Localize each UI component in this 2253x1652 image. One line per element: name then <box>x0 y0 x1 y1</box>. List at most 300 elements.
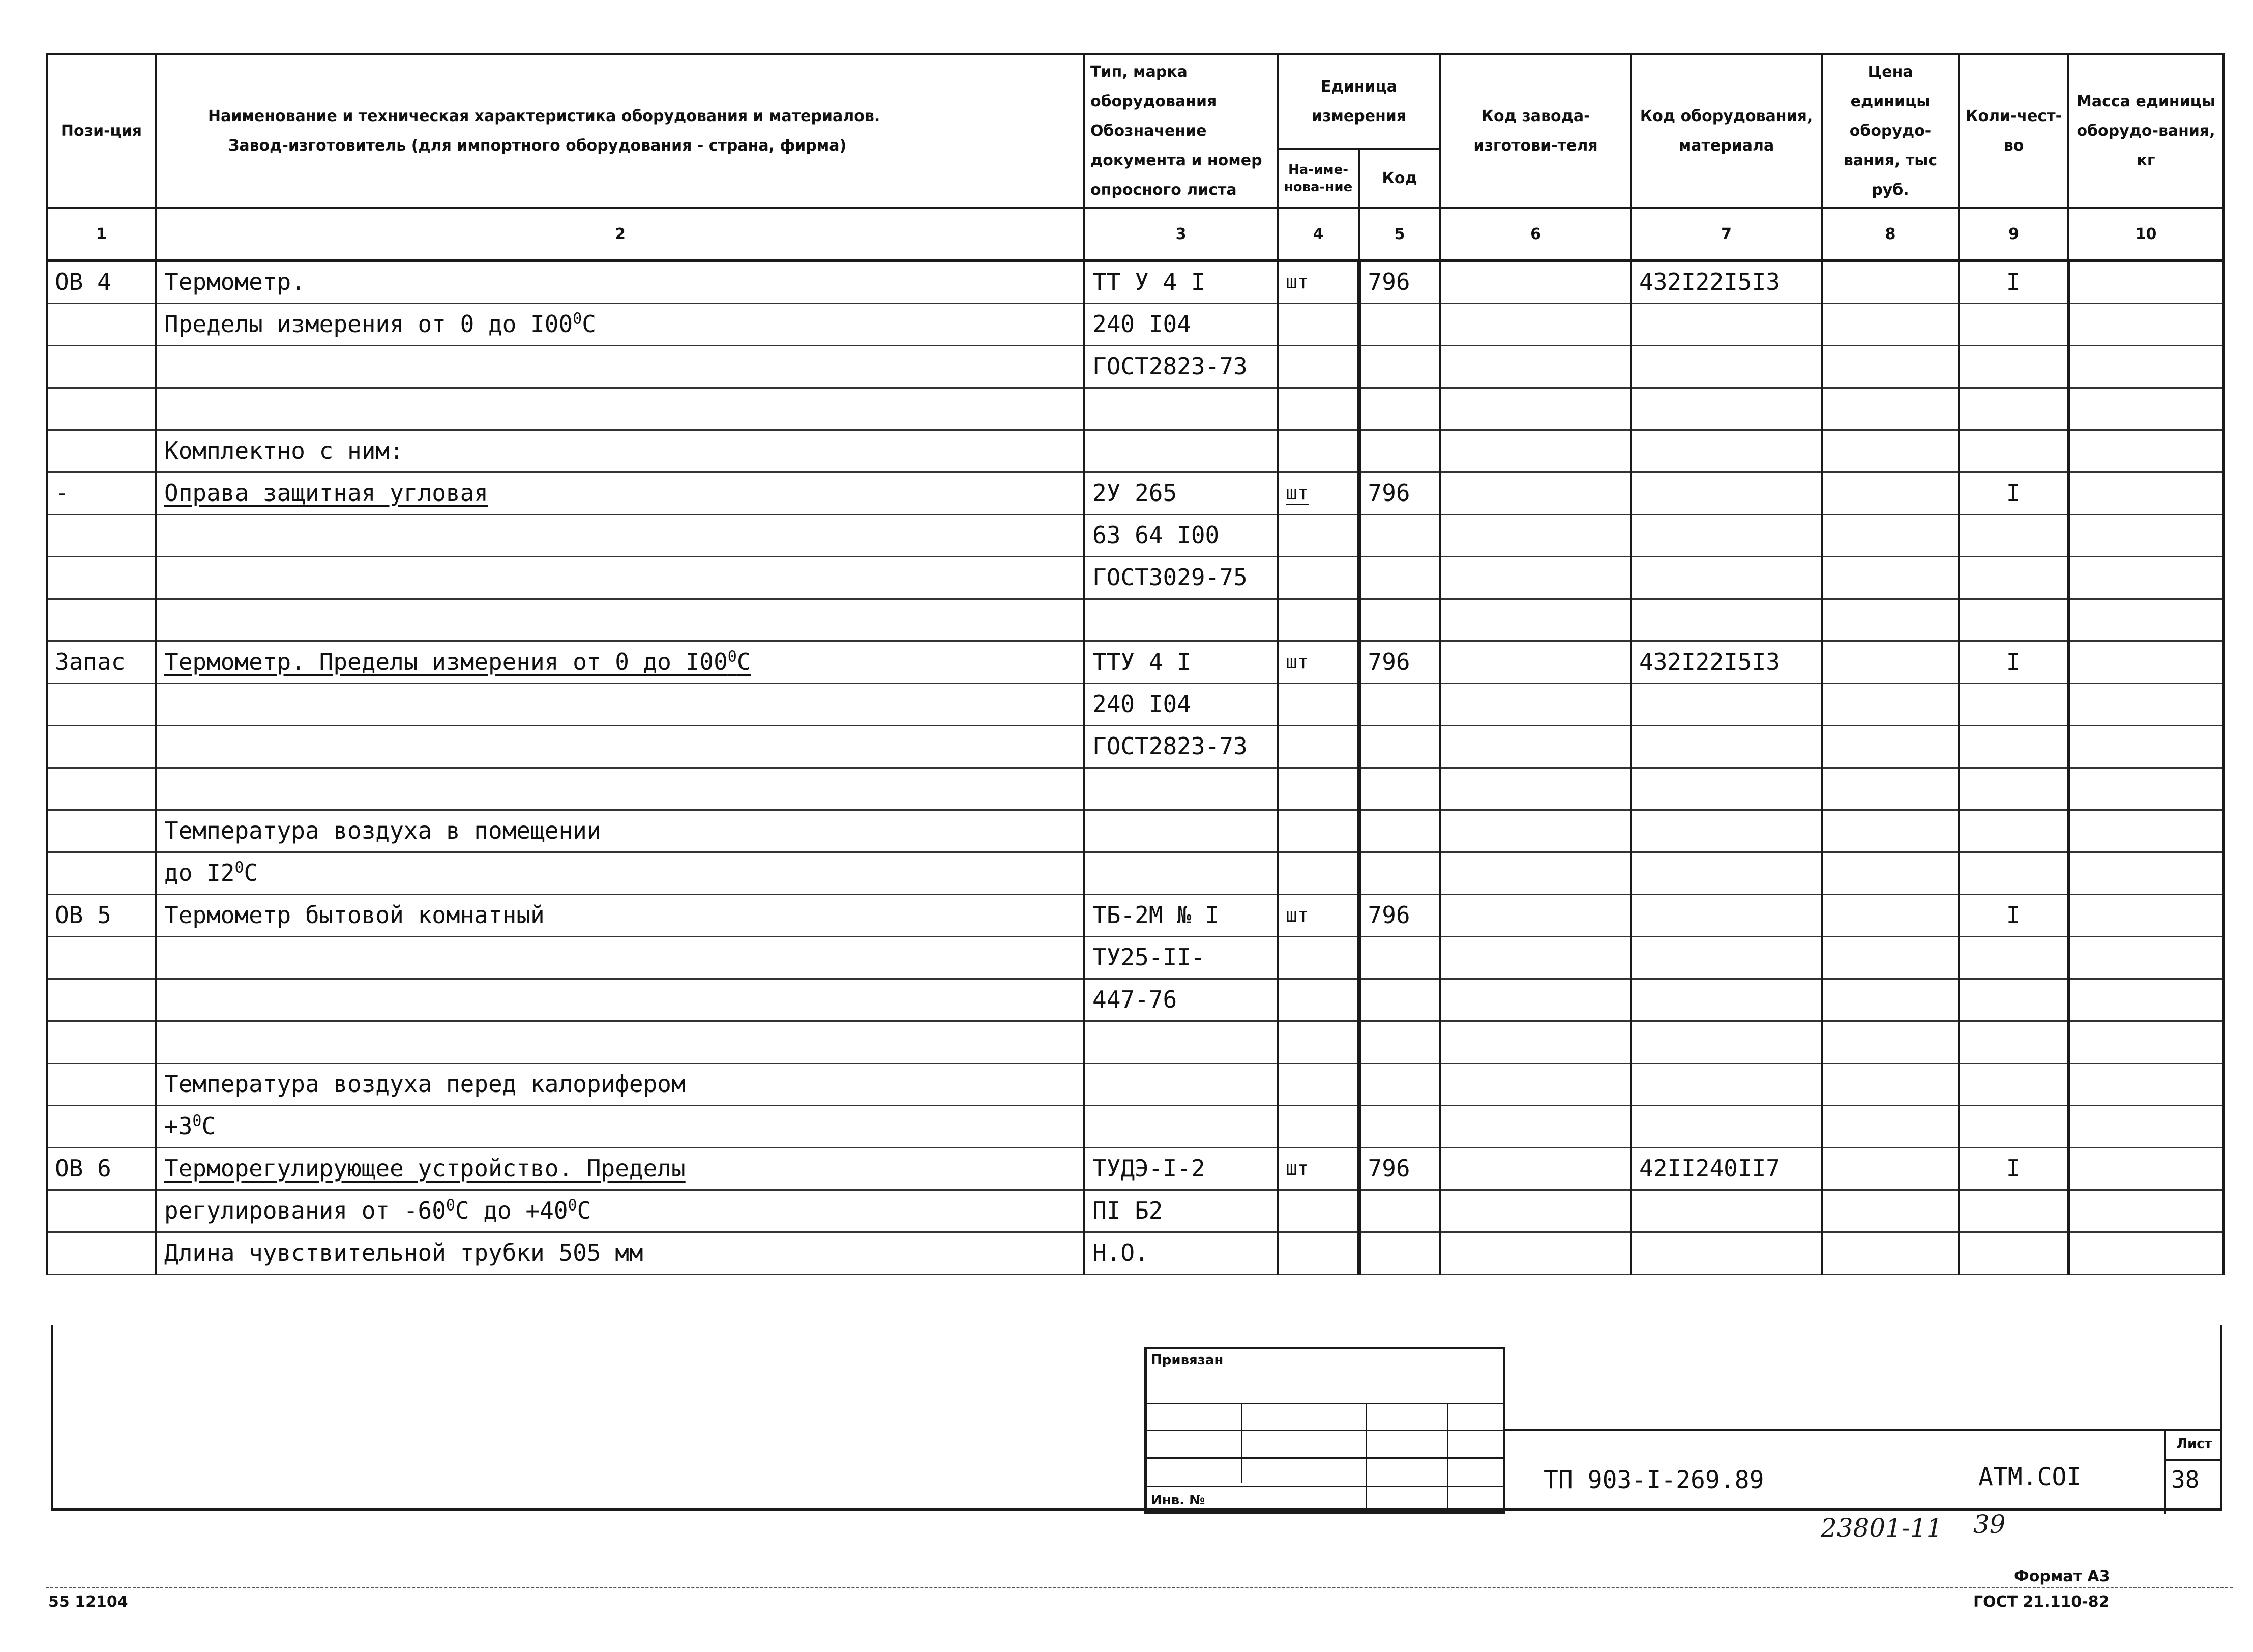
cell-price <box>1822 557 1959 599</box>
cell-factory-code <box>1440 430 1631 473</box>
cell-factory-code <box>1440 1232 1631 1275</box>
table-row <box>47 810 2224 852</box>
cell-unit-code-text: 796 <box>1368 901 1410 929</box>
cell-factory-code <box>1440 810 1631 852</box>
header-unit-code: Код <box>1359 149 1440 208</box>
cell-material-code <box>1631 599 1822 641</box>
cell-mass <box>2068 1190 2224 1232</box>
document-code: ТП 903-I-269.89 <box>1544 1466 1764 1494</box>
name-text: Термометр. Пределы измерения от 0 до I00 <box>164 648 728 675</box>
cell-unit-code <box>1359 1232 1440 1275</box>
table-row <box>47 641 2224 684</box>
unit-suffix: C <box>201 1112 216 1140</box>
cell-price <box>1822 260 1959 304</box>
cell-type-text: 447-76 <box>1092 986 1177 1013</box>
header-mass: Масса единицы оборудо-вания, кг <box>2068 54 2224 208</box>
cell-material-code <box>1631 473 1822 515</box>
cell-position <box>47 388 156 430</box>
cell-name <box>156 1021 1084 1064</box>
cell-material-code <box>1631 895 1822 937</box>
cell-name-text <box>164 1112 216 1140</box>
cell-quantity-text: I <box>2006 268 2021 296</box>
cell-name-text <box>164 268 305 296</box>
table-row <box>47 599 2224 641</box>
cell-material-code <box>1631 1021 1822 1064</box>
cell-type-text: 63 64 I00 <box>1092 521 1220 549</box>
cell-quantity <box>1959 1064 2068 1106</box>
cell-factory-code <box>1440 260 1631 304</box>
cell-name-text <box>164 310 596 338</box>
cell-price <box>1822 1106 1959 1148</box>
cell-unit-code-text: 796 <box>1368 268 1410 296</box>
name-text: регулирования от -60 <box>164 1197 446 1224</box>
cell-unit-code <box>1359 430 1440 473</box>
table-row <box>47 1106 2224 1148</box>
cell-type <box>1084 979 1278 1021</box>
cell-mass <box>2068 726 2224 768</box>
cell-type <box>1084 388 1278 430</box>
cell-type <box>1084 1064 1278 1106</box>
cell-material-code <box>1631 557 1822 599</box>
cell-price <box>1822 1190 1959 1232</box>
cell-unit <box>1278 430 1359 473</box>
cell-factory-code <box>1440 1021 1631 1064</box>
table-row <box>47 726 2224 768</box>
table-row <box>47 684 2224 726</box>
cell-price <box>1822 473 1959 515</box>
cell-position <box>47 1106 156 1148</box>
cell-position-text: - <box>55 479 69 507</box>
unit-suffix: C <box>244 859 258 887</box>
cell-name-text <box>164 437 404 464</box>
table-row <box>47 768 2224 810</box>
cell-factory-code <box>1440 515 1631 557</box>
cell-unit-text: шт <box>1286 1157 1309 1179</box>
cell-unit <box>1278 260 1359 304</box>
table-row <box>47 346 2224 388</box>
cell-unit <box>1278 515 1359 557</box>
cell-mass <box>2068 515 2224 557</box>
stamp-vline <box>1447 1403 1448 1511</box>
cell-position-text: ОВ 4 <box>55 268 111 296</box>
cell-unit-code <box>1359 388 1440 430</box>
title-strip <box>1505 1429 2222 1514</box>
cell-factory-code <box>1440 852 1631 895</box>
cell-price <box>1822 895 1959 937</box>
cell-name-text <box>164 1197 591 1224</box>
header-unit-name: На-име-нова-ние <box>1278 149 1359 208</box>
cell-name <box>156 388 1084 430</box>
colnum-7: 7 <box>1631 208 1822 260</box>
cell-position <box>47 641 156 684</box>
cell-position <box>47 304 156 346</box>
cell-material-code <box>1631 937 1822 979</box>
cell-quantity-text: I <box>2006 479 2021 507</box>
cell-type-text: 240 I04 <box>1092 690 1191 718</box>
cell-material-code <box>1631 1148 1822 1190</box>
colnum-2: 2 <box>156 208 1084 260</box>
cell-quantity <box>1959 810 2068 852</box>
cell-quantity <box>1959 1148 2068 1190</box>
cell-name <box>156 557 1084 599</box>
cell-unit-code <box>1359 684 1440 726</box>
cell-type <box>1084 895 1278 937</box>
cell-mass <box>2068 979 2224 1021</box>
stamp-inventory-label: Инв. № <box>1151 1493 1205 1508</box>
cell-name-text <box>164 817 601 844</box>
colnum-9: 9 <box>1959 208 2068 260</box>
cell-unit-code <box>1359 1021 1440 1064</box>
cell-quantity <box>1959 599 2068 641</box>
cell-factory-code <box>1440 684 1631 726</box>
cell-type <box>1084 304 1278 346</box>
cell-price <box>1822 979 1959 1021</box>
cell-type-text: 2У 265 <box>1092 479 1177 507</box>
stamp-line <box>1147 1457 1503 1459</box>
cell-unit-code <box>1359 895 1440 937</box>
cell-type <box>1084 1106 1278 1148</box>
cell-mass <box>2068 1232 2224 1275</box>
cell-unit-text: шт <box>1286 482 1309 504</box>
cell-quantity <box>1959 304 2068 346</box>
cell-unit <box>1278 1064 1359 1106</box>
cell-type-text: ТТ У 4 I <box>1092 268 1205 296</box>
cell-factory-code <box>1440 1148 1631 1190</box>
cell-quantity <box>1959 937 2068 979</box>
cell-price <box>1822 599 1959 641</box>
section-code: АТМ.СОI <box>1978 1463 2082 1491</box>
cell-type <box>1084 473 1278 515</box>
cell-material-code <box>1631 1064 1822 1106</box>
column-number-row <box>47 208 2224 260</box>
cell-type-text: ПI Б2 <box>1092 1197 1163 1224</box>
cell-unit-code-text: 796 <box>1368 479 1410 507</box>
cell-unit <box>1278 388 1359 430</box>
table-row <box>47 852 2224 895</box>
cell-price <box>1822 852 1959 895</box>
footer-format: Формат А3 <box>2014 1568 2110 1585</box>
stamp-vline <box>1366 1403 1367 1511</box>
cell-position <box>47 1190 156 1232</box>
cell-mass <box>2068 473 2224 515</box>
unit-suffix: C до +40 <box>455 1197 568 1224</box>
cell-name-text <box>164 1239 643 1266</box>
cell-quantity-text: I <box>2006 648 2021 675</box>
cell-name <box>156 599 1084 641</box>
cell-mass <box>2068 388 2224 430</box>
header-name-line1: Наименование и техническая характеристика оборудования и материалов. <box>208 107 880 125</box>
cell-unit-code <box>1359 1190 1440 1232</box>
cell-unit <box>1278 1021 1359 1064</box>
cell-price <box>1822 768 1959 810</box>
cell-material-code <box>1631 1190 1822 1232</box>
colnum-5: 5 <box>1359 208 1440 260</box>
cell-mass <box>2068 430 2224 473</box>
cell-unit-code <box>1359 260 1440 304</box>
cell-unit-code-text: 796 <box>1368 1155 1410 1182</box>
sheet-number: 38 <box>2171 1466 2200 1493</box>
cell-unit <box>1278 979 1359 1021</box>
cell-name <box>156 304 1084 346</box>
cell-type <box>1084 346 1278 388</box>
cell-factory-code <box>1440 599 1631 641</box>
cell-position <box>47 557 156 599</box>
cell-price <box>1822 726 1959 768</box>
cell-price <box>1822 304 1959 346</box>
table-row <box>47 1021 2224 1064</box>
cell-type <box>1084 810 1278 852</box>
handwritten-archive-number: 23801-11 <box>1821 1513 1943 1543</box>
cell-unit <box>1278 895 1359 937</box>
cell-unit-code <box>1359 768 1440 810</box>
cell-factory-code <box>1440 304 1631 346</box>
cell-mass <box>2068 1021 2224 1064</box>
unit-suffix: C <box>577 1197 591 1224</box>
name-text: Комплектно с ним: <box>164 437 404 464</box>
cell-material-code <box>1631 684 1822 726</box>
cell-material-code <box>1631 852 1822 895</box>
name-text: Оправа защитная угловая <box>164 479 488 507</box>
cell-type <box>1084 260 1278 304</box>
cell-position <box>47 1064 156 1106</box>
cell-name <box>156 260 1084 304</box>
cell-material-code <box>1631 1106 1822 1148</box>
cell-material-code <box>1631 388 1822 430</box>
cell-unit-code <box>1359 515 1440 557</box>
cell-position <box>47 852 156 895</box>
unit-suffix: C <box>736 648 751 675</box>
cell-quantity <box>1959 1190 2068 1232</box>
cell-type-text: ТУ25-II- <box>1092 943 1205 971</box>
cell-factory-code <box>1440 895 1631 937</box>
cell-material-code <box>1631 641 1822 684</box>
cell-position <box>47 979 156 1021</box>
cell-type <box>1084 1148 1278 1190</box>
header-type: Тип, марка оборудования Обозначение документа и номер опросного листа <box>1084 54 1278 208</box>
cell-unit <box>1278 810 1359 852</box>
cell-factory-code <box>1440 726 1631 768</box>
cell-name <box>156 430 1084 473</box>
cell-unit-code <box>1359 937 1440 979</box>
cell-factory-code <box>1440 557 1631 599</box>
table-row <box>47 388 2224 430</box>
header-position: Пози-ция <box>47 54 156 208</box>
name-text: Температура воздуха в помещении <box>164 817 601 844</box>
cell-factory-code <box>1440 641 1631 684</box>
footer-gost: ГОСТ 21.110-82 <box>1973 1593 2110 1611</box>
cell-unit-code <box>1359 473 1440 515</box>
cell-name <box>156 852 1084 895</box>
cell-price <box>1822 346 1959 388</box>
cell-quantity <box>1959 726 2068 768</box>
cell-position <box>47 937 156 979</box>
stamp-privyazan-label: Привязан <box>1151 1352 1224 1368</box>
cell-factory-code <box>1440 1190 1631 1232</box>
cell-mass <box>2068 304 2224 346</box>
footer-left-code: 55 12104 <box>48 1593 128 1611</box>
cell-quantity-text: I <box>2006 901 2021 929</box>
cell-mass <box>2068 346 2224 388</box>
cell-unit <box>1278 1232 1359 1275</box>
cell-name <box>156 726 1084 768</box>
cell-position <box>47 260 156 304</box>
cell-position-text: ОВ 5 <box>55 901 111 929</box>
cell-unit-text: шт <box>1286 651 1309 673</box>
cell-mass <box>2068 557 2224 599</box>
cell-name <box>156 895 1084 937</box>
cell-name <box>156 1190 1084 1232</box>
cell-material-code <box>1631 1232 1822 1275</box>
cell-unit-code-text: 796 <box>1368 648 1410 675</box>
cell-quantity <box>1959 557 2068 599</box>
cell-mass <box>2068 684 2224 726</box>
cell-mass <box>2068 599 2224 641</box>
name-text: Пределы измерения от 0 до I00 <box>164 310 573 338</box>
cell-factory-code <box>1440 979 1631 1021</box>
cell-type <box>1084 599 1278 641</box>
cell-quantity <box>1959 1106 2068 1148</box>
cell-unit <box>1278 557 1359 599</box>
cell-unit-code <box>1359 979 1440 1021</box>
cell-position <box>47 1021 156 1064</box>
cell-unit-text: шт <box>1286 904 1309 926</box>
cell-type-text: ГОСТ2823-73 <box>1092 732 1248 760</box>
name-text: Термометр бытовой комнатный <box>164 901 545 929</box>
cell-type <box>1084 557 1278 599</box>
header-factory-code: Код завода-изготови-теля <box>1440 54 1631 208</box>
name-text: Температура воздуха перед калорифером <box>164 1070 686 1098</box>
cell-unit <box>1278 346 1359 388</box>
colnum-8: 8 <box>1822 208 1959 260</box>
cell-price <box>1822 1148 1959 1190</box>
cell-type <box>1084 937 1278 979</box>
cell-unit <box>1278 937 1359 979</box>
cell-type <box>1084 1190 1278 1232</box>
cell-material-code-text: 42II240II7 <box>1639 1155 1780 1182</box>
table-row <box>47 473 2224 515</box>
cell-name <box>156 515 1084 557</box>
table-row <box>47 260 2224 304</box>
table-row <box>47 937 2224 979</box>
cell-mass <box>2068 1064 2224 1106</box>
cell-type <box>1084 726 1278 768</box>
table-row <box>47 515 2224 557</box>
cell-price <box>1822 641 1959 684</box>
cell-factory-code <box>1440 388 1631 430</box>
cell-type-text: ГОСТ3029-75 <box>1092 564 1248 591</box>
cell-unit <box>1278 641 1359 684</box>
cell-price <box>1822 1232 1959 1275</box>
table-row <box>47 1064 2224 1106</box>
header-quantity: Коли-чест-во <box>1959 54 2068 208</box>
cell-name <box>156 641 1084 684</box>
cell-type-text: 240 I04 <box>1092 310 1191 338</box>
cell-unit-code <box>1359 1148 1440 1190</box>
cell-quantity <box>1959 641 2068 684</box>
cell-unit-code <box>1359 641 1440 684</box>
cell-unit <box>1278 1148 1359 1190</box>
cell-quantity <box>1959 684 2068 726</box>
cell-name <box>156 473 1084 515</box>
cell-name <box>156 937 1084 979</box>
cell-unit <box>1278 1190 1359 1232</box>
name-text: Термометр. <box>164 268 305 296</box>
cell-price <box>1822 388 1959 430</box>
cell-name <box>156 768 1084 810</box>
degree-superscript: 0 <box>568 1196 577 1215</box>
cell-mass <box>2068 768 2224 810</box>
handwritten-page-number: 39 <box>1973 1510 2006 1539</box>
cell-mass <box>2068 260 2224 304</box>
cell-factory-code <box>1440 1106 1631 1148</box>
cell-name-text <box>164 859 258 887</box>
stamp-line <box>1147 1403 1503 1404</box>
cell-position <box>47 1232 156 1275</box>
cell-name <box>156 1148 1084 1190</box>
degree-superscript: 0 <box>192 1112 202 1130</box>
cell-mass <box>2068 852 2224 895</box>
cell-name <box>156 979 1084 1021</box>
cell-type-text: ТБ-2М № I <box>1092 901 1220 929</box>
cell-factory-code <box>1440 346 1631 388</box>
cell-material-code <box>1631 346 1822 388</box>
cell-mass <box>2068 937 2224 979</box>
cell-mass <box>2068 641 2224 684</box>
stamp-block <box>1144 1347 1505 1514</box>
cell-type <box>1084 641 1278 684</box>
degree-superscript: 0 <box>234 859 244 877</box>
cell-type-text: ГОСТ2823-73 <box>1092 352 1248 380</box>
header-name-line2: Завод-изготовитель (для импортного оборудования - страна, фирма) <box>228 137 847 155</box>
unit-suffix: C <box>582 310 596 338</box>
cell-material-code <box>1631 304 1822 346</box>
cell-quantity <box>1959 515 2068 557</box>
cell-price <box>1822 810 1959 852</box>
cell-material-code <box>1631 768 1822 810</box>
degree-superscript: 0 <box>446 1196 455 1215</box>
colnum-6: 6 <box>1440 208 1631 260</box>
cell-quantity <box>1959 1021 2068 1064</box>
table-row <box>47 304 2224 346</box>
cell-name <box>156 1232 1084 1275</box>
cell-quantity-text: I <box>2006 1155 2021 1182</box>
colnum-3: 3 <box>1084 208 1278 260</box>
cell-unit-code <box>1359 599 1440 641</box>
cell-mass <box>2068 1148 2224 1190</box>
cell-position <box>47 346 156 388</box>
cell-type <box>1084 1232 1278 1275</box>
cell-mass <box>2068 810 2224 852</box>
cell-quantity <box>1959 388 2068 430</box>
stamp-line <box>1147 1486 1503 1487</box>
table-row <box>47 1190 2224 1232</box>
table-row <box>47 895 2224 937</box>
cell-quantity <box>1959 346 2068 388</box>
cell-name-text <box>164 479 488 507</box>
cell-mass <box>2068 895 2224 937</box>
cell-name <box>156 1064 1084 1106</box>
cell-unit <box>1278 1106 1359 1148</box>
cell-material-code <box>1631 430 1822 473</box>
cell-name-text <box>164 901 545 929</box>
cell-quantity <box>1959 979 2068 1021</box>
cell-type <box>1084 430 1278 473</box>
cell-position <box>47 684 156 726</box>
cell-unit-code <box>1359 346 1440 388</box>
cell-unit-code <box>1359 852 1440 895</box>
cell-quantity <box>1959 430 2068 473</box>
specification-table <box>46 53 2225 1275</box>
